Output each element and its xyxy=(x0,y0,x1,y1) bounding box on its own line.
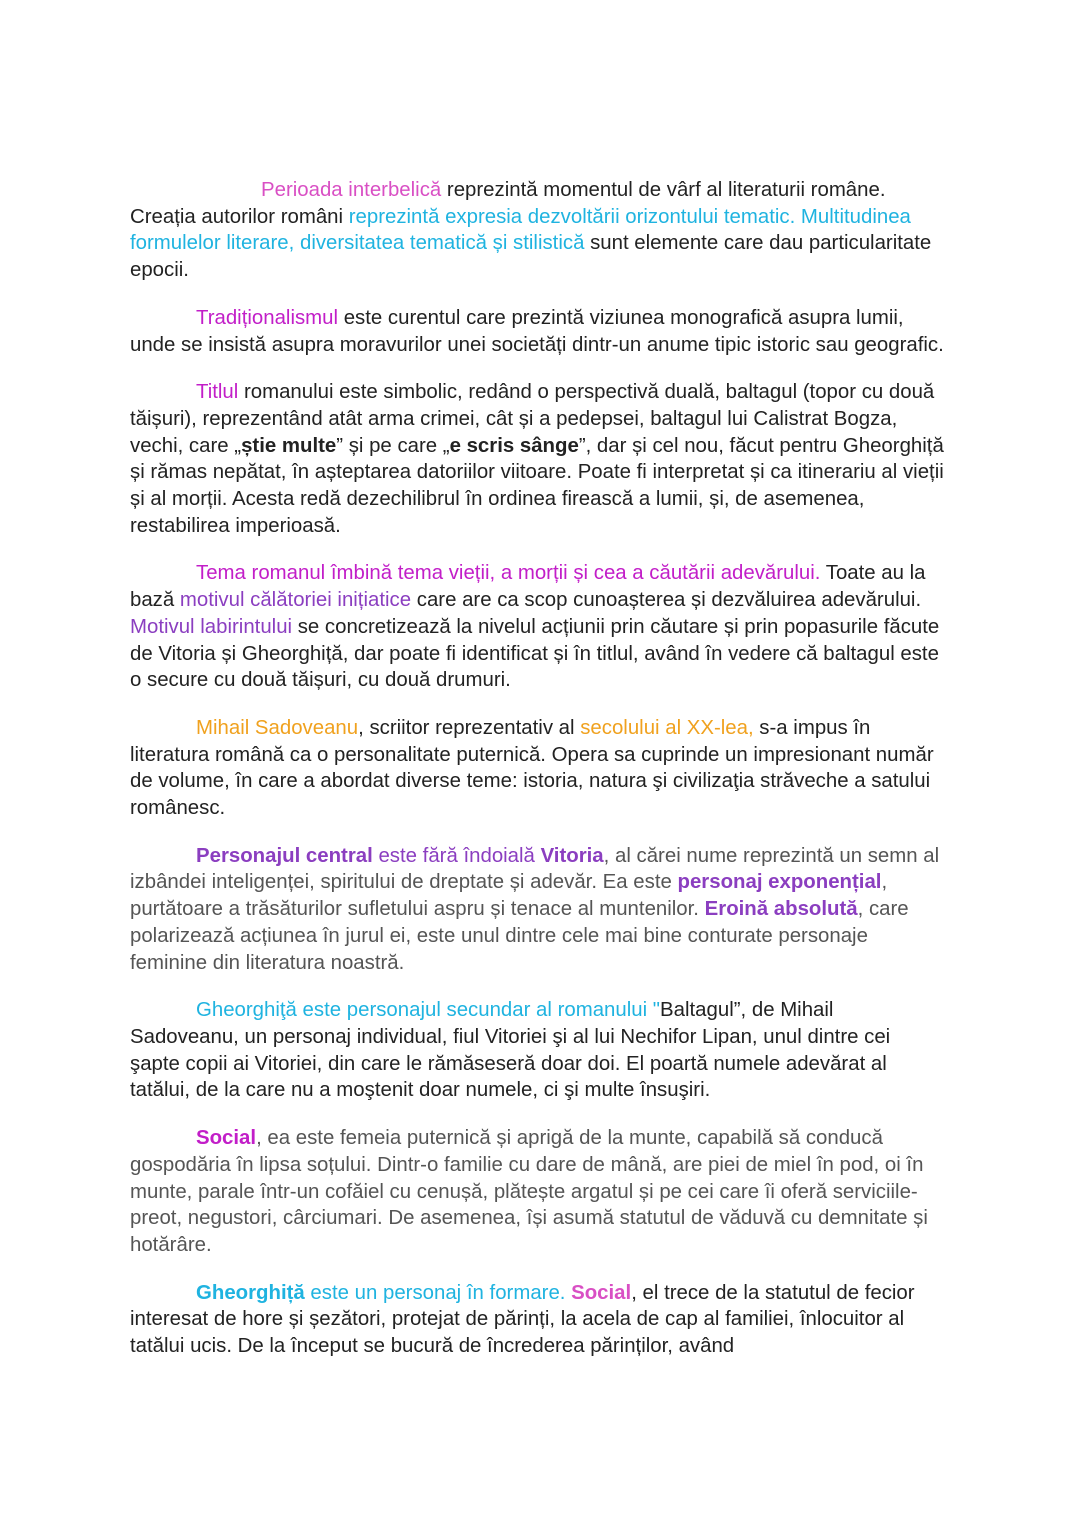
paragraph-author xyxy=(130,715,945,822)
highlight-text: Gheorghiţă este personajul secundar al romanului " xyxy=(196,999,661,1022)
highlight-text: Vitoria xyxy=(540,844,604,867)
body-text: care are ca scop cunoașterea și dezvăluirea adevărului. xyxy=(411,589,922,612)
bold-quote: știe multe xyxy=(241,434,337,457)
body-text: ”, dar și cel nou, făcut pentru Gheorghiță și rămas nepătat, în așteptarea datoriilor viitoare. Poate fi interpretat și ca itinerariu al vieții și al morții. Acesta redă dezechilibrul în ordinea firească a lumii, și, de asemenea, restabilirea imperioasă. xyxy=(130,434,944,537)
paragraph-social-vitoria xyxy=(130,1125,945,1259)
paragraph-traditionalism xyxy=(130,305,945,358)
body-text: , ea este femeia puternică și aprigă de la munte, capabilă să conducă gospodăria în lipsa soțului. Dintr-o familie cu dare de mână, are piei de miel în pod, oi în munte, parale într-un cofăiel cu cenușă, plătește argatul și pe cei care îi oferă serviciile-preot, negustori, cârciumari. De asemenea, își asumă statutul de văduvă cu demnitate și hotărâre. xyxy=(130,1127,928,1256)
highlight-text: Eroină absolută xyxy=(704,898,858,921)
highlight-text: secolului al XX-lea, xyxy=(580,716,754,739)
paragraph-title xyxy=(130,379,945,539)
body-text: , purtătoare a trăsăturilor sufletului aspru și tenace al muntenilor. xyxy=(130,871,888,921)
highlight-text: Titlul xyxy=(196,381,239,404)
body-text: sunt elemente care dau particularitate epocii. xyxy=(130,232,932,282)
body-text: se concretizează la nivelul acțiunii prin căutare și prin popasurile făcute de Vitoria și Gheorghiță, dar poate fi identificat și în titlul, având în vedere că baltagul este o secure cu două tăișuri, cu două drumuri. xyxy=(130,615,940,692)
highlight-text: Social xyxy=(571,1281,632,1304)
highlight-text: este un personaj în formare. xyxy=(304,1281,572,1304)
body-text: reprezintă momentul de vârf al literaturii române. Creația autorilor români xyxy=(130,179,886,228)
highlight-text: Mihail Sadoveanu xyxy=(196,716,359,739)
body-text: romanului este simbolic, redând o perspectivă duală, baltagul (topor cu două tăișuri), reprezentând atât arma crimei, cât și a pedepsei, baltagul lui Calistrat Bogza, vechi, care „ xyxy=(130,381,935,457)
highlight-text: reprezintă expresia dezvoltării orizontului tematic. Multitudinea formulelor literare, diversitatea tematică și stilistică xyxy=(130,205,911,255)
highlight-text: Tradiționalismul xyxy=(196,306,339,329)
highlight-text: Gheorghiță xyxy=(196,1281,305,1304)
paragraph-gheorghita-social xyxy=(130,1280,945,1360)
body-text: Baltagul”, de Mihail Sadoveanu, un personaj individual, fiul Vitoriei şi al lui Nechifor Lipan, unul dintre cei şapte copii ai Vitoriei, din care le rămăseseră doar doi. El poartă numele adevărat al tatălui, de la care nu a moştenit doar numele, ci şi multe însuşiri. xyxy=(130,999,891,1102)
bold-quote: e scris sânge xyxy=(449,434,579,457)
highlight-text: este fără îndoială xyxy=(372,844,541,867)
body-text: s-a impus în literatura română ca o personalitate puternică. Opera sa cuprinde un impresionant număr de volume, în care a abordat diverse teme: istoria, natura şi civilizaţia străveche a satului românesc. xyxy=(130,716,934,820)
body-text: , care polarizează acțiunea în jurul ei, este unul dintre cele mai bine conturate personaje feminine din literatura noastră. xyxy=(130,898,909,974)
highlight-text: Tema romanul îmbină tema vieții, a morții și cea a căutării adevărului. xyxy=(196,562,821,585)
highlight-text: personaj exponențial xyxy=(677,871,882,894)
highlight-text: Social xyxy=(196,1127,257,1150)
body-text: este curentul care prezintă viziunea monografică asupra lumii, unde se insistă asupra moravurilor unei societăți dintr-un anume tipic istoric sau geografic. xyxy=(130,306,944,356)
highlight-text: Personajul central xyxy=(196,844,373,867)
paragraph-vitoria xyxy=(130,843,945,977)
highlight-text: motivul călătoriei inițiatice xyxy=(179,589,412,612)
paragraph-gheorghita-intro xyxy=(130,997,945,1104)
paragraph-interbellic xyxy=(130,177,945,284)
document-page xyxy=(130,177,945,1381)
paragraph-theme xyxy=(130,560,945,694)
body-text: , el trece de la statutul de fecior interesat de hore și șezători, protejat de părinți, la acela de cap al familiei, înlocuitor al tatălui ucis. De la început se bucură de încrederea părinților, având xyxy=(130,1281,915,1358)
highlight-text: Motivul labirintului xyxy=(130,615,293,638)
highlight-text: Perioada interbelică xyxy=(261,179,442,201)
body-text: ” și pe care „ xyxy=(336,434,450,457)
body-text: , scriitor reprezentativ al xyxy=(358,716,581,739)
body-text: Toate au la bază xyxy=(130,562,926,612)
body-text: , al cărei nume reprezintă un semn al izbândei inteligenței, spiritului de dreptate și adevăr. Ea este xyxy=(130,844,940,894)
